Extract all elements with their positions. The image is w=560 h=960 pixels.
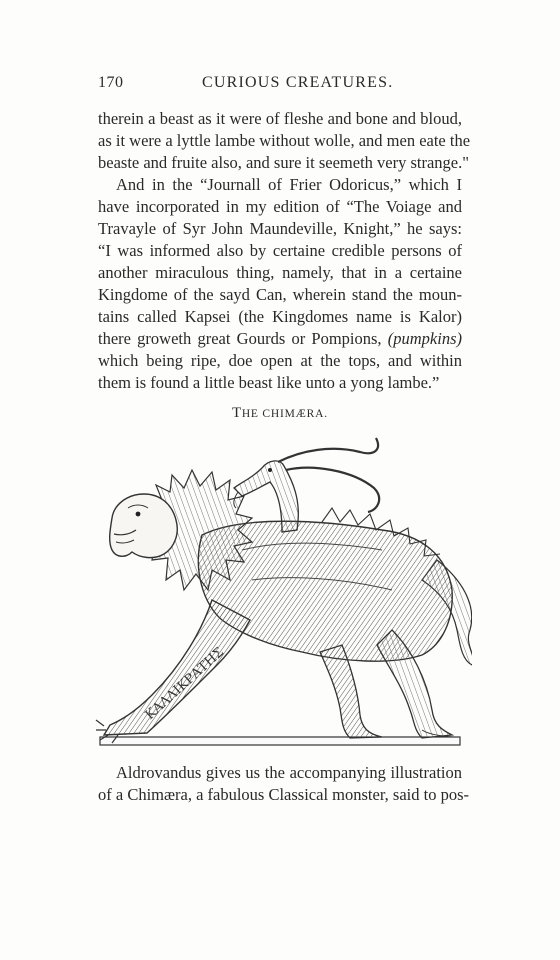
text-line: which being ripe, doe open at the tops, and within <box>98 351 462 370</box>
text-line: “I was informed also by certaine credible persons of <box>98 241 462 260</box>
text-line: of a Chimæra, a fabulous Classical monster, said to pos- <box>98 785 469 804</box>
paragraph-continued <box>98 108 471 174</box>
page-number: 170 <box>98 74 124 91</box>
text-line: as it were a lyttle lambe without wolle, and men eate the <box>98 131 471 150</box>
text-line: And in the “Journall of Frier Odoricus,” which I <box>116 175 462 194</box>
paragraph-odoricus <box>98 174 462 394</box>
chimaera-illustration <box>92 430 472 760</box>
italic-word: (pumpkins) <box>387 329 462 348</box>
paragraph-aldrovandus <box>98 762 469 806</box>
caption-smallcaps: HE CHIMÆRA. <box>241 408 328 420</box>
lion-eye <box>136 512 141 517</box>
caption-initial: T <box>232 405 242 421</box>
plinth <box>100 737 460 745</box>
text-line: Travayle of Syr John Maundeville, Knight,” he says: <box>98 219 462 238</box>
text-line: have incorporated in my edition of “The Voiage and <box>98 197 462 216</box>
leg-inscription: ΚΑΛΛΙΚΡΑΤΗΣ <box>142 644 228 723</box>
text-line-with-italic <box>98 328 462 350</box>
figure-caption <box>0 405 560 422</box>
text-line: beaste and fruite also, and sure it seemeth very strange." <box>98 153 469 172</box>
goat-horn <box>278 438 378 462</box>
goat-horn <box>286 468 379 512</box>
text-line: tains called Kapsei (the Kingdomes name is Kalor) <box>98 307 462 326</box>
text-line: Kingdome of the sayd Can, wherein stand the moun- <box>98 285 462 304</box>
front-leg <box>104 600 250 735</box>
text-line: another miraculous thing, namely, that in a certaine <box>98 263 462 282</box>
text-line: them is found a little beast like unto a yong lambe.” <box>98 373 440 392</box>
text-fragment: there groweth great Gourds or Pompions, <box>98 329 382 348</box>
text-line: Aldrovandus gives us the accompanying illustration <box>116 763 462 782</box>
lion-head <box>110 494 178 558</box>
text-line: therein a beast as it were of fleshe and bone and bloud, <box>98 109 462 128</box>
running-head <box>98 74 462 98</box>
running-title: CURIOUS CREATURES. <box>202 74 394 91</box>
